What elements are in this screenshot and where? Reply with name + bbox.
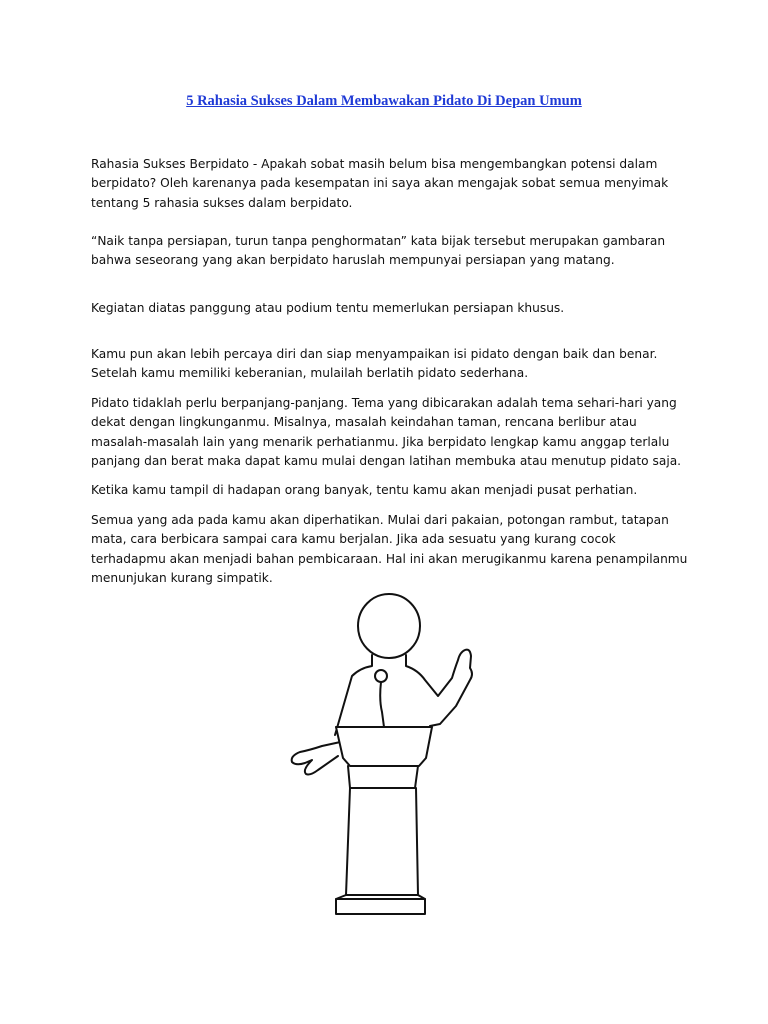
paragraph-podium: Kegiatan diatas panggung atau podium tentu memerlukan persiapan khusus. [91,301,565,315]
paragraph-theme: Pidato tidaklah perlu berpanjang-panjang. Tema yang dibicarakan adalah tema sehari-hari yang dekat dengan lingkunganmu. Misalnya, masalah keindahan taman, rencana berlibur atau masalah-masalah lain yang menarik perhatianmu. Jika berpidato lengkap kamu anggap terlalu panjang dan berat maka dapat kamu mulai dengan latihan membuka atau menutup pidato saja. [91,396,682,468]
microphone-head [375,670,387,682]
podium-base [348,766,418,788]
microphone-stand [380,682,384,727]
speaker-body-outline [335,650,472,735]
speaker-at-podium-icon [280,585,500,935]
paragraph-confidence: Kamu pun akan lebih percaya diri dan siap menyampaikan isi pidato dengan baik dan benar. Setelah kamu memiliki keberanian, mulailah berlatih pidato sederhana. [91,347,658,381]
speaker-left-arm [292,741,345,775]
title-container [0,92,768,110]
paragraph-intro: Rahasia Sukses Berpidato - Apakah sobat masih belum bisa mengembangkan potensi dalam berpidato? Oleh karenanya pada kesempatan ini saya akan mengajak sobat semua menyimak tentang 5 rahasia sukses dalam berpidato. [91,157,669,210]
podium-foot [336,895,425,914]
podium-column [346,788,418,895]
document-title-link[interactable]: 5 Rahasia Sukses Dalam Membawakan Pidato Di Depan Umum [186,93,582,109]
podium-top [336,727,432,766]
paragraph-attention: Ketika kamu tampil di hadapan orang banyak, tentu kamu akan menjadi pusat perhatian. [91,483,638,497]
speaker-head [358,594,420,658]
paragraph-appearance: Semua yang ada pada kamu akan diperhatikan. Mulai dari pakaian, potongan rambut, tatapan mata, cara berbicara sampai cara kamu berjalan. Jika ada sesuatu yang kurang cocok terhadapmu akan menjadi bahan pembicaraan. Hal ini akan merugikanmu karena penampilanmu menunjukan kurang simpatik. [91,513,688,585]
paragraph-quote: “Naik tanpa persiapan, turun tanpa penghormatan” kata bijak tersebut merupakan gambaran bahwa seseorang yang akan berpidato haruslah mempunyai persiapan yang matang. [91,234,666,268]
